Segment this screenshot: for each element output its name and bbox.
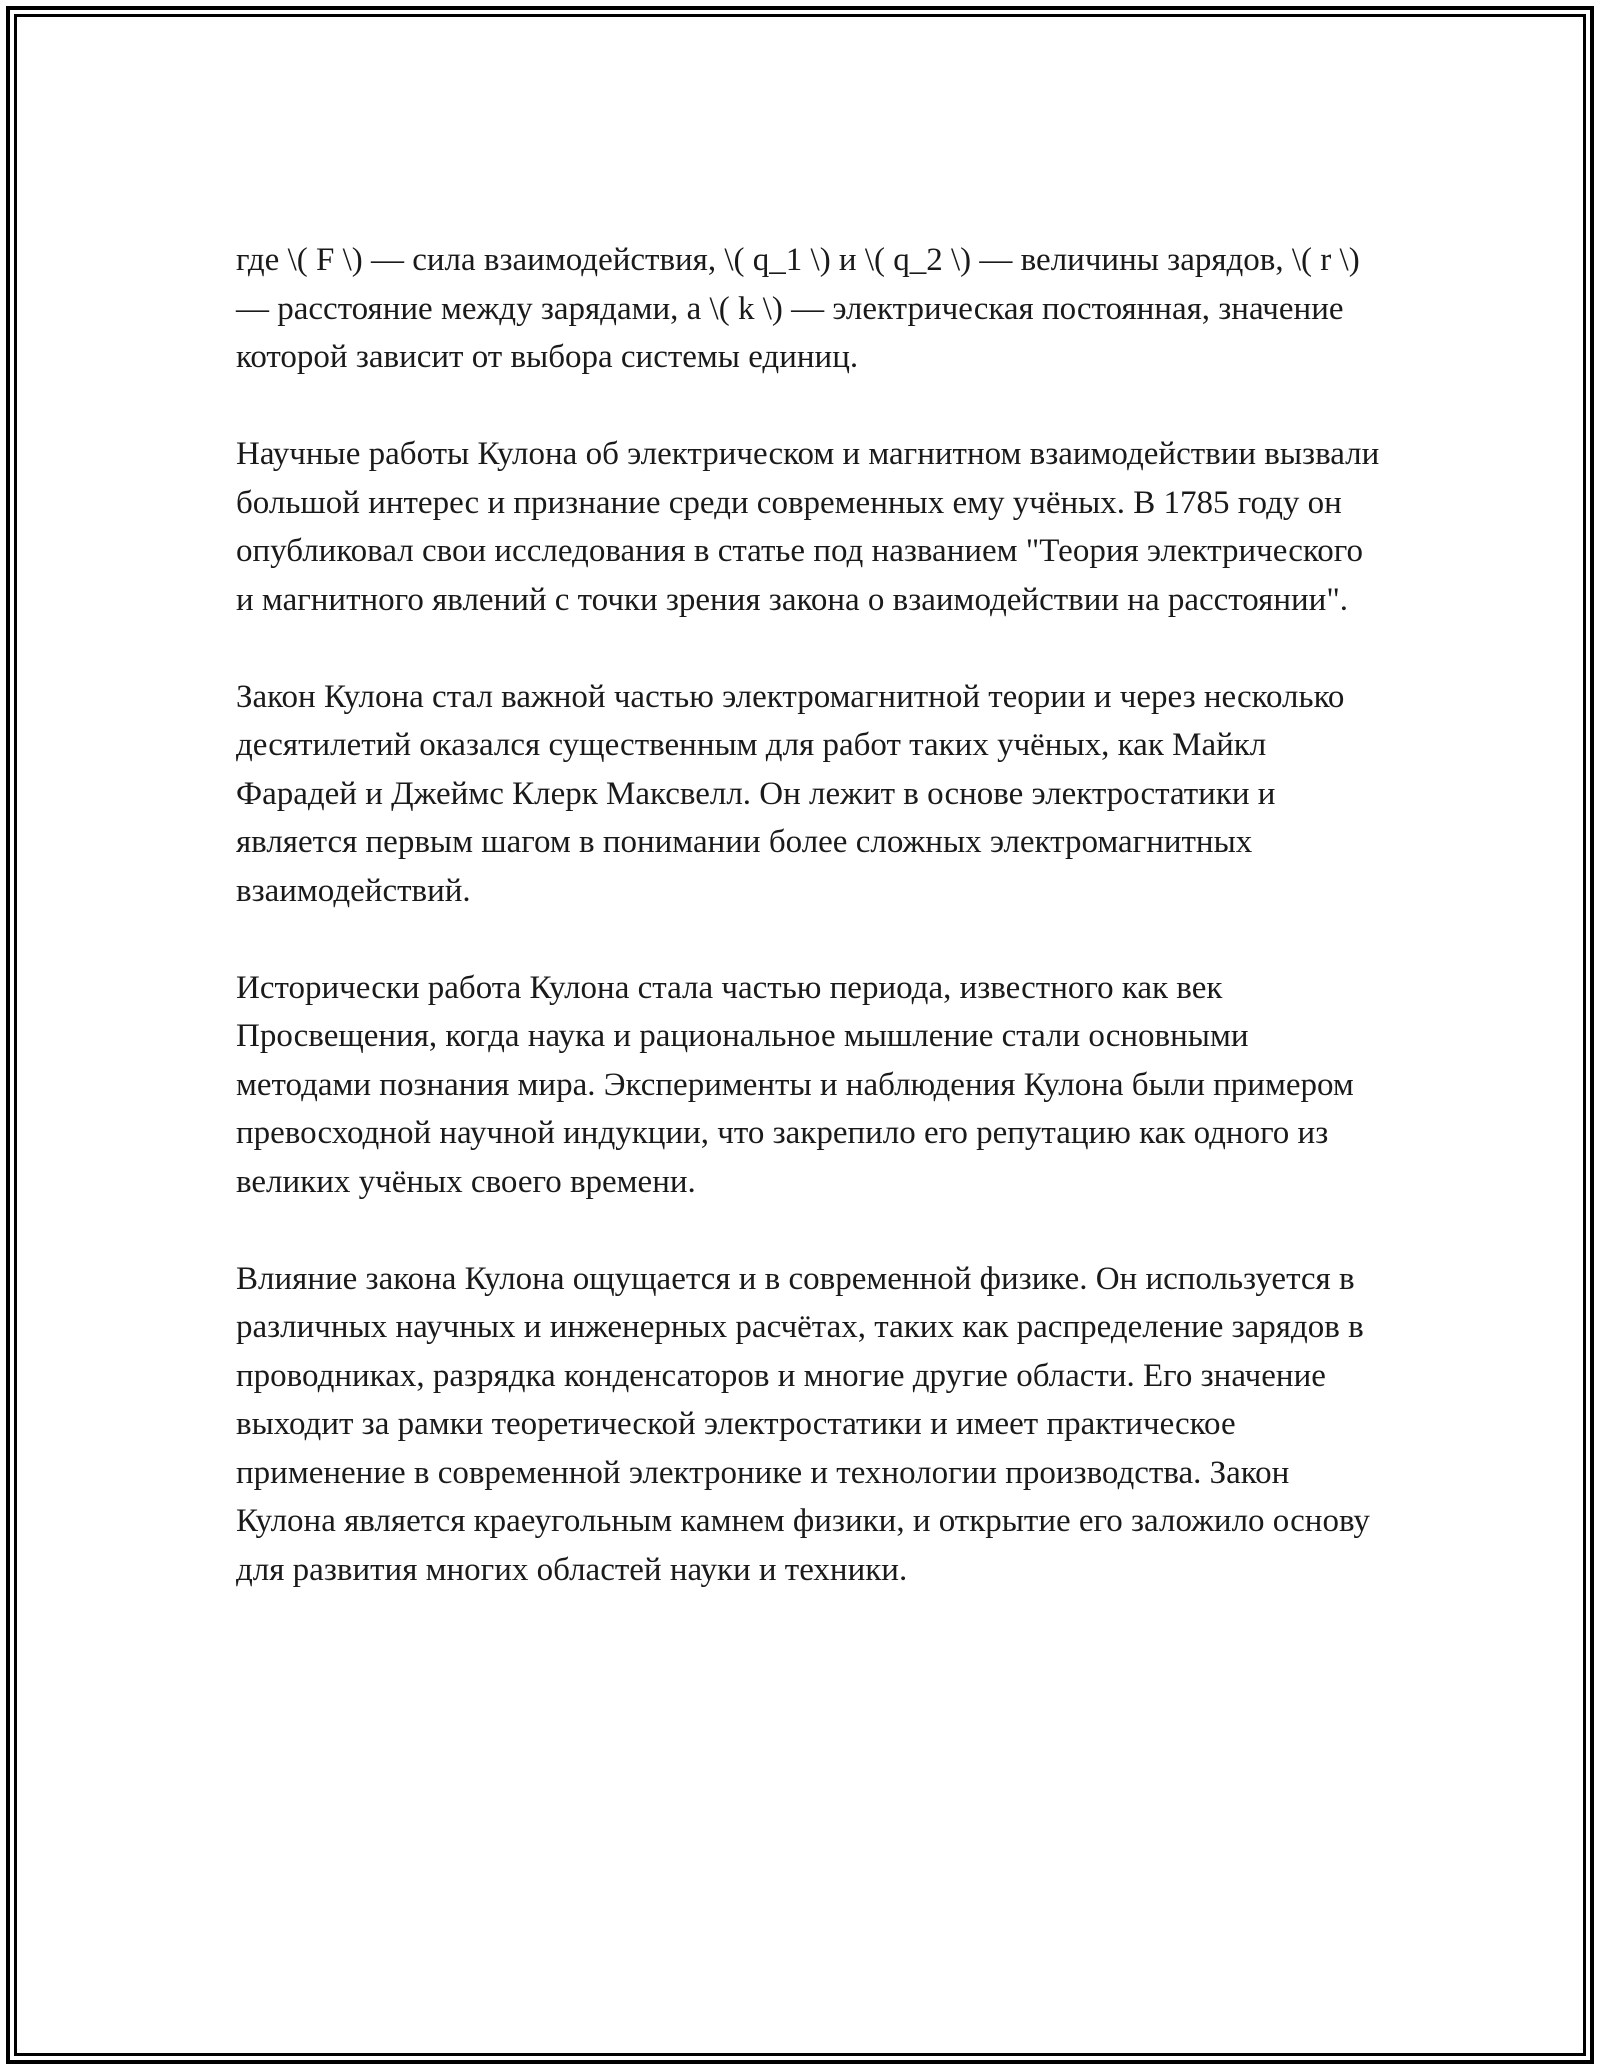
paragraph-electromagnetic-theory: Закон Кулона стал важной частью электромагнитной теории и через несколько десятилетий оказался существенным для работ таких учёных, как Майкл Фарадей и Джеймс Клерк Максвелл. Он лежит в основе электростатики и является первым шагом в понимании более сложных электромагнитных взаимодействий. xyxy=(236,678,1345,909)
document-body xyxy=(236,236,1386,1594)
paragraph-enlightenment: Исторически работа Кулона стала частью периода, известного как век Просвещения, когда наука и рациональное мышление стали основными методами познания мира. Эксперименты и наблюдения Кулона были примером превосходной научной индукции, что закрепило его репутацию как одного из великих учёных своего времени. xyxy=(236,969,1354,1200)
paragraph-formula-definitions: где \( F \) — сила взаимодействия, \( q_1 \) и \( q_2 \) — величины зарядов, \( r \) — расстояние между зарядами, а \( k \) — электрическая постоянная, значение которой зависит от выбора системы единиц. xyxy=(236,242,1360,375)
paragraph-coulomb-publications: Научные работы Кулона об электрическом и магнитном взаимодействии вызвали большой интерес и признание среди современных ему учёных. В 1785 году он опубликовал свои исследования в статье под названием "Теория электрического и магнитного явлений с точки зрения закона о взаимодействии на расстоянии". xyxy=(236,436,1380,618)
paragraph-modern-influence: Влияние закона Кулона ощущается и в современной физике. Он используется в различных научных и инженерных расчётах, таких как распределение зарядов в проводниках, разрядка конденсаторов и многие другие области. Его значение выходит за рамки теоретической электростатики и имеет практическое применение в современной электронике и технологии производства. Закон Кулона является краеугольным камнем физики, и открытие его заложило основу для развития многих областей науки и техники. xyxy=(236,1260,1370,1588)
